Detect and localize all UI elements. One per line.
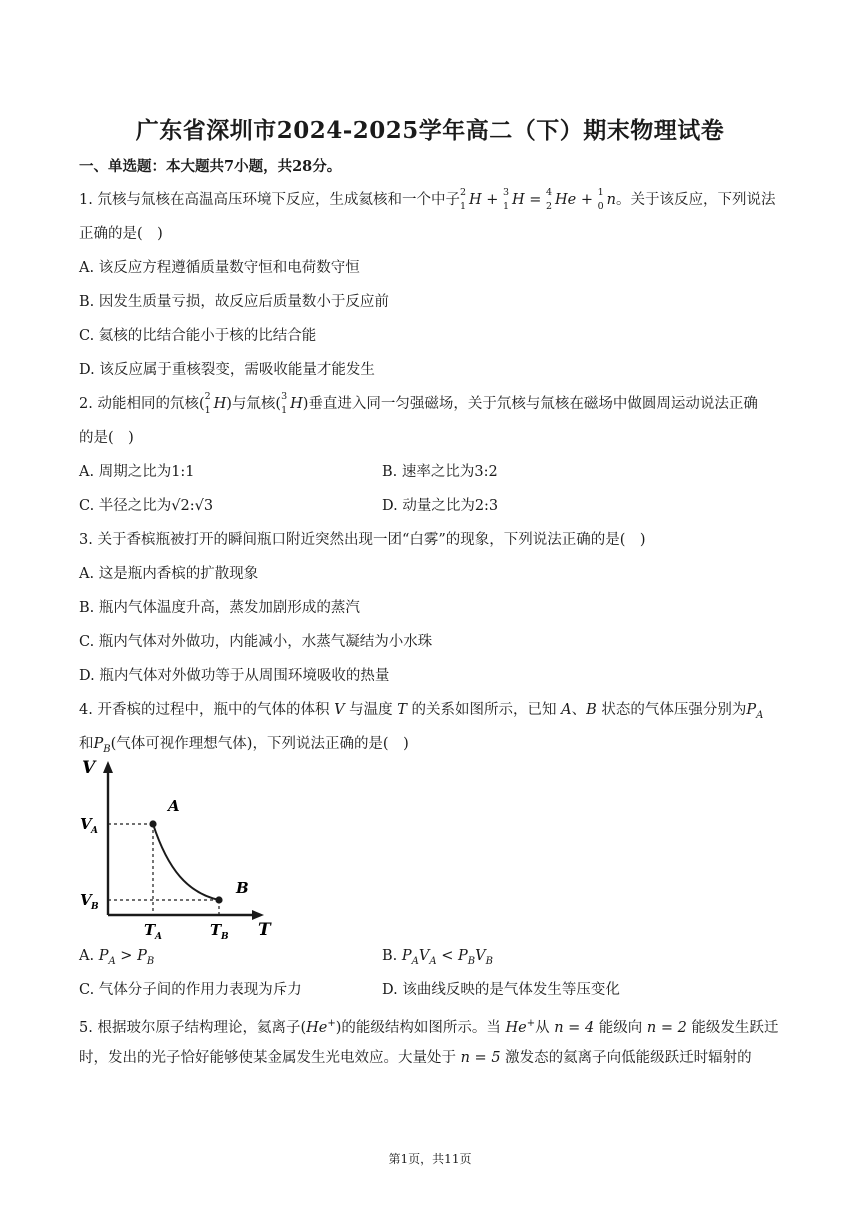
q2-option-a[interactable]: A. 周期之比为1:1 — [79, 464, 195, 480]
svg-text:T: T — [144, 921, 156, 939]
q1-option-a[interactable]: A. 该反应方程遵循质量数守恒和电荷数守恒 — [79, 260, 360, 276]
nuclide-he4: 4 2 He — [546, 187, 577, 212]
q1-option-b[interactable]: B. 因发生质量亏损，故反应后质量数小于反应前 — [79, 294, 389, 310]
q3-option-c[interactable]: C. 瓶内气体对外做功，内能减小，水蒸气凝结为小水珠 — [79, 634, 433, 650]
question-3-stem: 3. 关于香槟瓶被打开的瞬间瓶口附近突然出现一团“白雾”的现象，下列说法正确的是( ) — [79, 532, 646, 548]
svg-text:A: A — [168, 797, 180, 815]
q4-option-b[interactable]: B. $P_AV_A < P_BV_B$ — [382, 948, 493, 967]
q2-option-c[interactable]: C. 半径之比为√2:√3 — [79, 498, 214, 514]
q3-option-b[interactable]: B. 瓶内气体温度升高，蒸发加剧形成的蒸汽 — [79, 600, 360, 616]
svg-text:A: A — [155, 932, 162, 940]
q1-option-d[interactable]: D. 该反应属于重核裂变，需吸收能量才能发生 — [79, 362, 375, 378]
question-4-stem: 4. 开香槟的过程中，瓶中的气体的体积 V 与温度 T 的关系如图所示，已知 A、B 状态的气体压强分别为$P_A$ — [79, 702, 764, 721]
svg-text:V: V — [80, 815, 92, 833]
svg-text:V: V — [82, 758, 96, 778]
svg-text:A: A — [91, 826, 98, 836]
q1-option-c[interactable]: C. 氦核的比结合能小于核的比结合能 — [79, 328, 317, 344]
question-4-stem-cont: 和$P_B$(气体可视作理想气体)，下列说法正确的是( ) — [79, 736, 409, 755]
page-footer: 第1页，共11页 — [388, 1152, 472, 1166]
nuclide-h3: 3 1 H — [502, 187, 525, 212]
question-1-stem: 1. 氘核与氚核在高温高压环境下反应，生成氦核和一个中子 2 1 H + 3 1 H = 4 2 He + 1 0 n。关于该反应，下列说法 — [79, 187, 776, 212]
question-1-stem-cont: 正确的是( ) — [79, 226, 163, 242]
q2-option-b[interactable]: B. 速率之比为3:2 — [382, 464, 498, 480]
page-title: 广东省深圳市2024-2025学年高二（下）期末物理试卷 — [135, 117, 725, 144]
q4-option-a[interactable]: A. $P_A > P_B$ — [79, 948, 155, 967]
svg-text:B: B — [91, 902, 99, 912]
svg-text:T: T — [210, 921, 222, 939]
nuclide-n: 1 0 n — [597, 187, 616, 212]
svg-text:B: B — [221, 932, 229, 940]
q3-option-d[interactable]: D. 瓶内气体对外做功等于从周围环境吸收的热量 — [79, 668, 390, 684]
question-2-stem-cont: 的是( ) — [79, 430, 134, 446]
q2-option-d[interactable]: D. 动量之比为2:3 — [382, 498, 499, 514]
question-2-stem: 2. 动能相同的氘核( 2 1 H)与氚核( 3 1 H)垂直进入同一匀强磁场，关于氘核与氚核在磁场中做圆周运动说法正确 — [79, 391, 758, 416]
v-t-graph — [76, 755, 286, 940]
q3-option-a[interactable]: A. 这是瓶内香槟的扩散现象 — [79, 566, 259, 582]
q4-option-d[interactable]: D. 该曲线反映的是气体发生等压变化 — [382, 982, 620, 998]
q4-option-c[interactable]: C. 气体分子间的作用力表现为斥力 — [79, 982, 302, 998]
section-heading: 一、单选题：本大题共7小题，共28分。 — [79, 158, 342, 175]
svg-text:B: B — [236, 879, 249, 897]
svg-text:T: T — [258, 920, 271, 940]
question-5-stem-cont: 时，发出的光子恰好能够使某金属发生光电效应。大量处于 n = 5 激发态的氦离子向低能级跃迁时辐射的 — [79, 1050, 752, 1066]
svg-text:V: V — [80, 891, 92, 909]
nuclide-h2: 2 1 H — [459, 187, 482, 212]
question-5-stem: 5. 根据玻尔原子结构理论，氦离子(He+)的能级结构如图所示。当 He+从 n = 4 能级向 n = 2 能级发生跃迁 — [79, 1018, 779, 1036]
